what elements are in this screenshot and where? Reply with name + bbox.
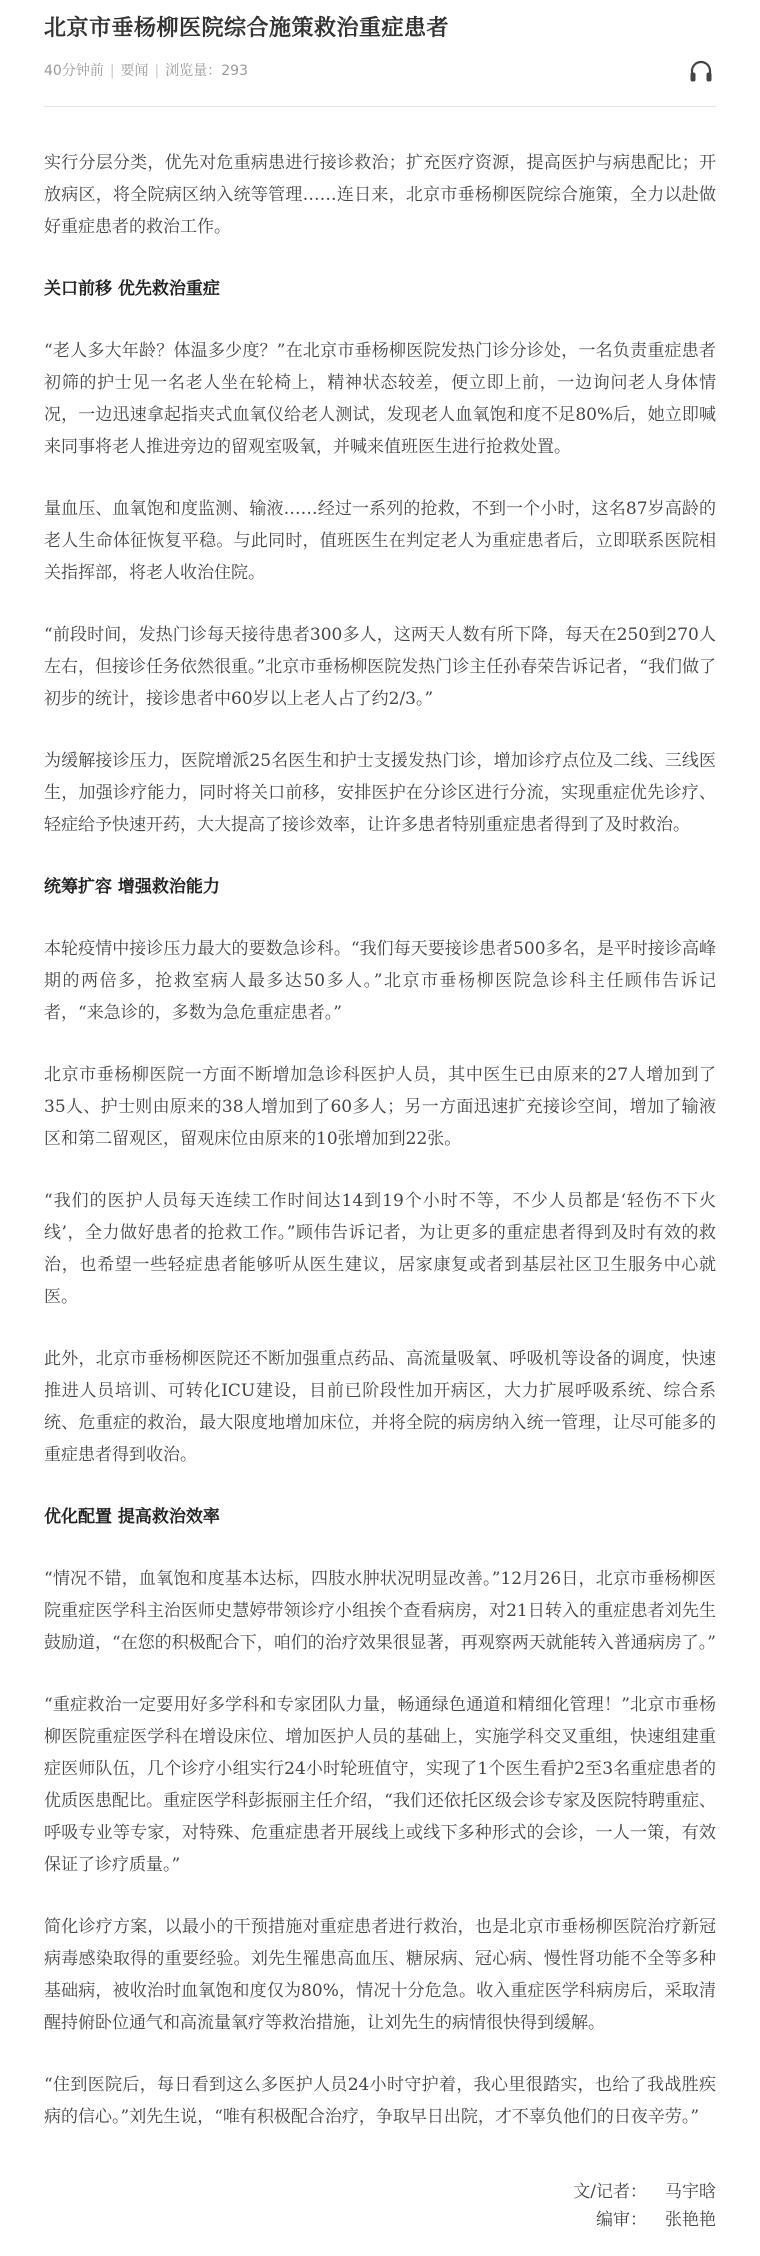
headphones-icon [686,56,716,86]
views-label: 浏览量： [165,63,222,79]
editor-line [573,2206,716,2234]
article-paragraph: “住到医院后，每日看到这么多医护人员24小时守护着，我心里很踏实，也给了我战胜疾病的信心。”刘先生说，“唯有积极配合治疗，争取早日出院，才不辜负他们的日夜辛劳。” [44,2075,716,2127]
article-header [0,0,760,107]
article-paragraph: 本轮疫情中接诊压力最大的要数急诊科。“我们每天要接诊患者500多名，是平时接诊高峰期的两倍多，抢救室病人最多达50多人。”北京市垂杨柳医院急诊科主任顾伟告诉记者，“来急诊的，多数为急危重症患者。” [44,939,716,1023]
section-heading: 关口前移 优先救治重症 [44,279,220,299]
meta-separator: | [154,63,160,79]
byline [573,2178,716,2234]
section-heading: 统筹扩容 增强救治能力 [44,877,220,897]
editor-label: 编审： [596,2210,647,2230]
article-paragraph: 实行分层分类，优先对危重病患进行接诊救治；扩充医疗资源，提高医护与病患配比；开放病区，将全院病区纳入统等管理……连日来，北京市垂杨柳医院综合施策，全力以赴做好重症患者的救治工作。 [44,153,716,237]
article-paragraph: 北京市垂杨柳医院一方面不断增加急诊科医护人员，其中医生已由原来的27人增加到了35人、护士则由原来的38人增加到了60多人；另一方面迅速扩充接诊空间，增加了输液区和第二留观区，留观床位由原来的10张增加到22张。 [44,1065,716,1149]
meta-separator: | [109,63,115,79]
article-body [0,107,760,2133]
article-paragraph: 此外，北京市垂杨柳医院还不断加强重点药品、高流量吸氧、呼吸机等设备的调度，快速推进人员培训、可转化ICU建设，目前已阶段性加开病区，大力扩展呼吸系统、综合系统、危重症的救治，最大限度地增加床位，并将全院的病房纳入统一管理，让尽可能多的重症患者得到收治。 [44,1349,716,1465]
meta-row [44,58,716,84]
article-paragraph: 简化诊疗方案，以最小的干预措施对重症患者进行救治，也是北京市垂杨柳医院治疗新冠病毒感染取得的重要经验。刘先生罹患高血压、糖尿病、冠心病、慢性肾功能不全等多种基础病，被收治时血氧饱和度仅为80%，情况十分危急。收入重症医学科病房后，采取清醒持俯卧位通气和高流量氧疗等救治措施，让刘先生的病情很快得到缓解。 [44,1917,716,2033]
article-paragraph: “老人多大年龄？体温多少度？”在北京市垂杨柳医院发热门诊分诊处，一名负责重症患者初筛的护士见一名老人坐在轮椅上，精神状态较差，便立即上前，一边询问老人身体情况，一边迅速拿起指夹式血氧仪给老人测试，发现老人血氧饱和度不足80%后，她立即喊来同事将老人推进旁边的留观室吸氧，并喊来值班医生进行抢救处置。 [44,341,716,457]
reporter-name: 马宇晗 [665,2182,716,2202]
article-paragraph: 为缓解接诊压力，医院增派25名医生和护士支援发热门诊，增加诊疗点位及二线、三线医生，加强诊疗能力，同时将关口前移，安排医护在分诊区进行分流，实现重症优先诊疗、轻症给予快速开药，大大提高了接诊效率，让许多患者特别重症患者得到了及时救治。 [44,751,716,835]
views-count: 293 [221,63,248,79]
reporter-line [573,2178,716,2206]
reporter-label: 文/记者： [573,2182,647,2202]
article-paragraph: “重症救治一定要用好多学科和专家团队力量，畅通绿色通道和精细化管理！”北京市垂杨柳医院重症医学科在增设床位、增加医护人员的基础上，实施学科交叉重组，快速组建重症医师队伍，几个诊疗小组实行24小时轮班值守，实现了1个医生看护2至3名重症患者的优质医患配比。重症医学科彭振丽主任介绍，“我们还依托区级会诊专家及医院特聘重症、呼吸专业等专家，对特殊、危重症患者开展线上或线下多种形式的会诊，一人一策，有效保证了诊疗质量。” [44,1695,716,1875]
article-meta [44,58,716,84]
article-paragraph: “我们的医护人员每天连续工作时间达14到19个小时不等，不少人员都是‘轻伤不下火线’，全力做好患者的抢救工作。”顾伟告诉记者，为让更多的重症患者得到及时有效的救治，也希望一些轻症患者能够听从医生建议，居家康复或者到基层社区卫生服务中心就医。 [44,1191,716,1307]
channel-label: 要闻 [120,63,149,79]
editor-name: 张艳艳 [665,2210,716,2230]
section-heading: 优化配置 提高救治效率 [44,1507,220,1527]
article-paragraph: “情况不错，血氧饱和度基本达标，四肢水肿状况明显改善。”12月26日，北京市垂杨柳医院重症医学科主治医师史慧婷带领诊疗小组挨个查看病房，对21日转入的重症患者刘先生鼓励道，“在您的积极配合下，咱们的治疗效果很显著，再观察两天就能转入普通病房了。” [44,1569,716,1653]
article-paragraph: “前段时间，发热门诊每天接待患者300多人，这两天人数有所下降，每天在250到270人左右，但接诊任务依然很重。”北京市垂杨柳医院发热门诊主任孙春荣告诉记者，“我们做了初步的统计，接诊患者中60岁以上老人占了约2/3。” [44,625,716,709]
article-title: 北京市垂杨柳医院综合施策救治重症患者 [44,16,450,41]
listen-audio-button[interactable] [686,56,716,86]
article-paragraph: 量血压、血氧饱和度监测、输液……经过一系列的抢救，不到一个小时，这名87岁高龄的老人生命体征恢复平稳。与此同时，值班医生在判定老人为重症患者后，立即联系医院相关指挥部，将老人收治住院。 [44,499,716,583]
publish-time: 40分钟前 [44,63,104,79]
